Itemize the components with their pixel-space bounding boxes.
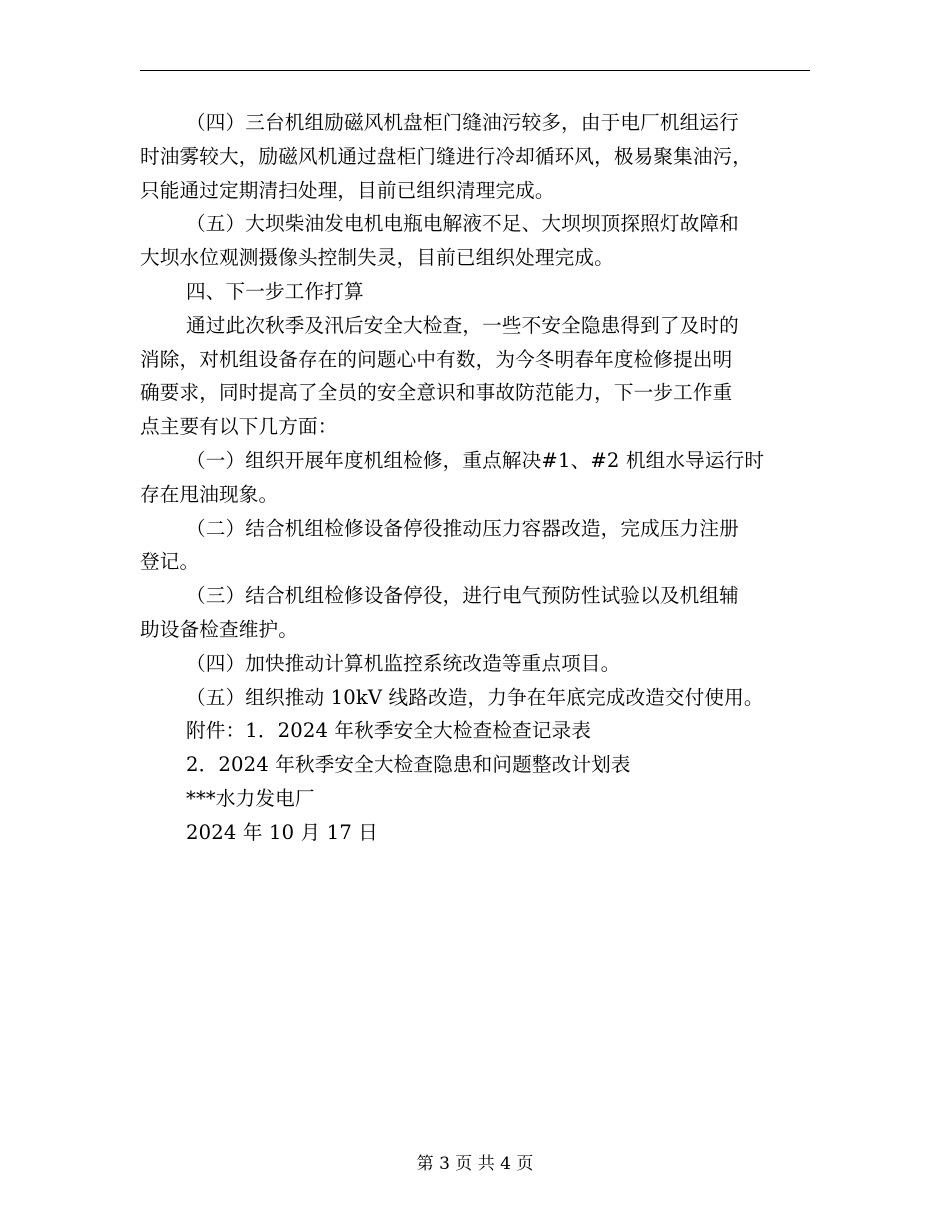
paragraph-line: 消除，对机组设备存在的问题心中有数，为今冬明春年度检修提出明 xyxy=(140,347,733,371)
paragraph-line: （四）加快推动计算机监控系统改造等重点项目。 xyxy=(186,651,621,675)
paragraph-line: 点主要有以下几方面： xyxy=(140,415,338,439)
paragraph-line: （五）组织推动 10kV 线路改造，力争在年底完成改造交付使用。 xyxy=(186,685,764,709)
paragraph-line: 只能通过定期清扫处理，目前已组织清理完成。 xyxy=(140,178,555,202)
paragraph-line: 存在甩油现象。 xyxy=(140,482,279,506)
paragraph-line: （五）大坝柴油发电机电瓶电解液不足、大坝坝顶探照灯故障和 xyxy=(186,212,739,236)
paragraph-line: 时油雾较大，励磁风机通过盘柜门缝进行冷却循环风，极易聚集油污， xyxy=(140,144,753,168)
paragraph-line: 确要求，同时提高了全员的安全意识和事故防范能力，下一步工作重 xyxy=(140,381,733,405)
signature-org: ***水力发电厂 xyxy=(186,786,315,810)
paragraph-line: 通过此次秋季及汛后安全大检查，一些不安全隐患得到了及时的 xyxy=(186,313,739,337)
section-heading: 四、下一步工作打算 xyxy=(186,279,364,303)
paragraph-line: （三）结合机组检修设备停役，进行电气预防性试验以及机组辅 xyxy=(186,584,739,608)
paragraph-line: （一）组织开展年度机组检修，重点解决#1、#2 机组水导运行时 xyxy=(186,448,765,472)
document-body xyxy=(140,106,810,850)
paragraph-line: 助设备检查维护。 xyxy=(140,617,298,641)
signature-date: 2024 年 10 月 17 日 xyxy=(186,820,379,844)
paragraph-line: 大坝水位观测摄像头控制失灵，目前已组织处理完成。 xyxy=(140,246,614,270)
header-rule xyxy=(140,70,810,71)
attachment-line: 2．2024 年秋季安全大检查隐患和问题整改计划表 xyxy=(186,753,631,777)
paragraph-line: （二）结合机组检修设备停役推动压力容器改造，完成压力注册 xyxy=(186,516,739,540)
attachment-line: 附件：1．2024 年秋季安全大检查检查记录表 xyxy=(186,719,592,743)
paragraph-line: 登记。 xyxy=(140,550,200,574)
paragraph-line: （四）三台机组励磁风机盘柜门缝油污较多，由于电厂机组运行 xyxy=(186,111,739,134)
page-footer: 第 3 页 共 4 页 xyxy=(416,1154,534,1174)
